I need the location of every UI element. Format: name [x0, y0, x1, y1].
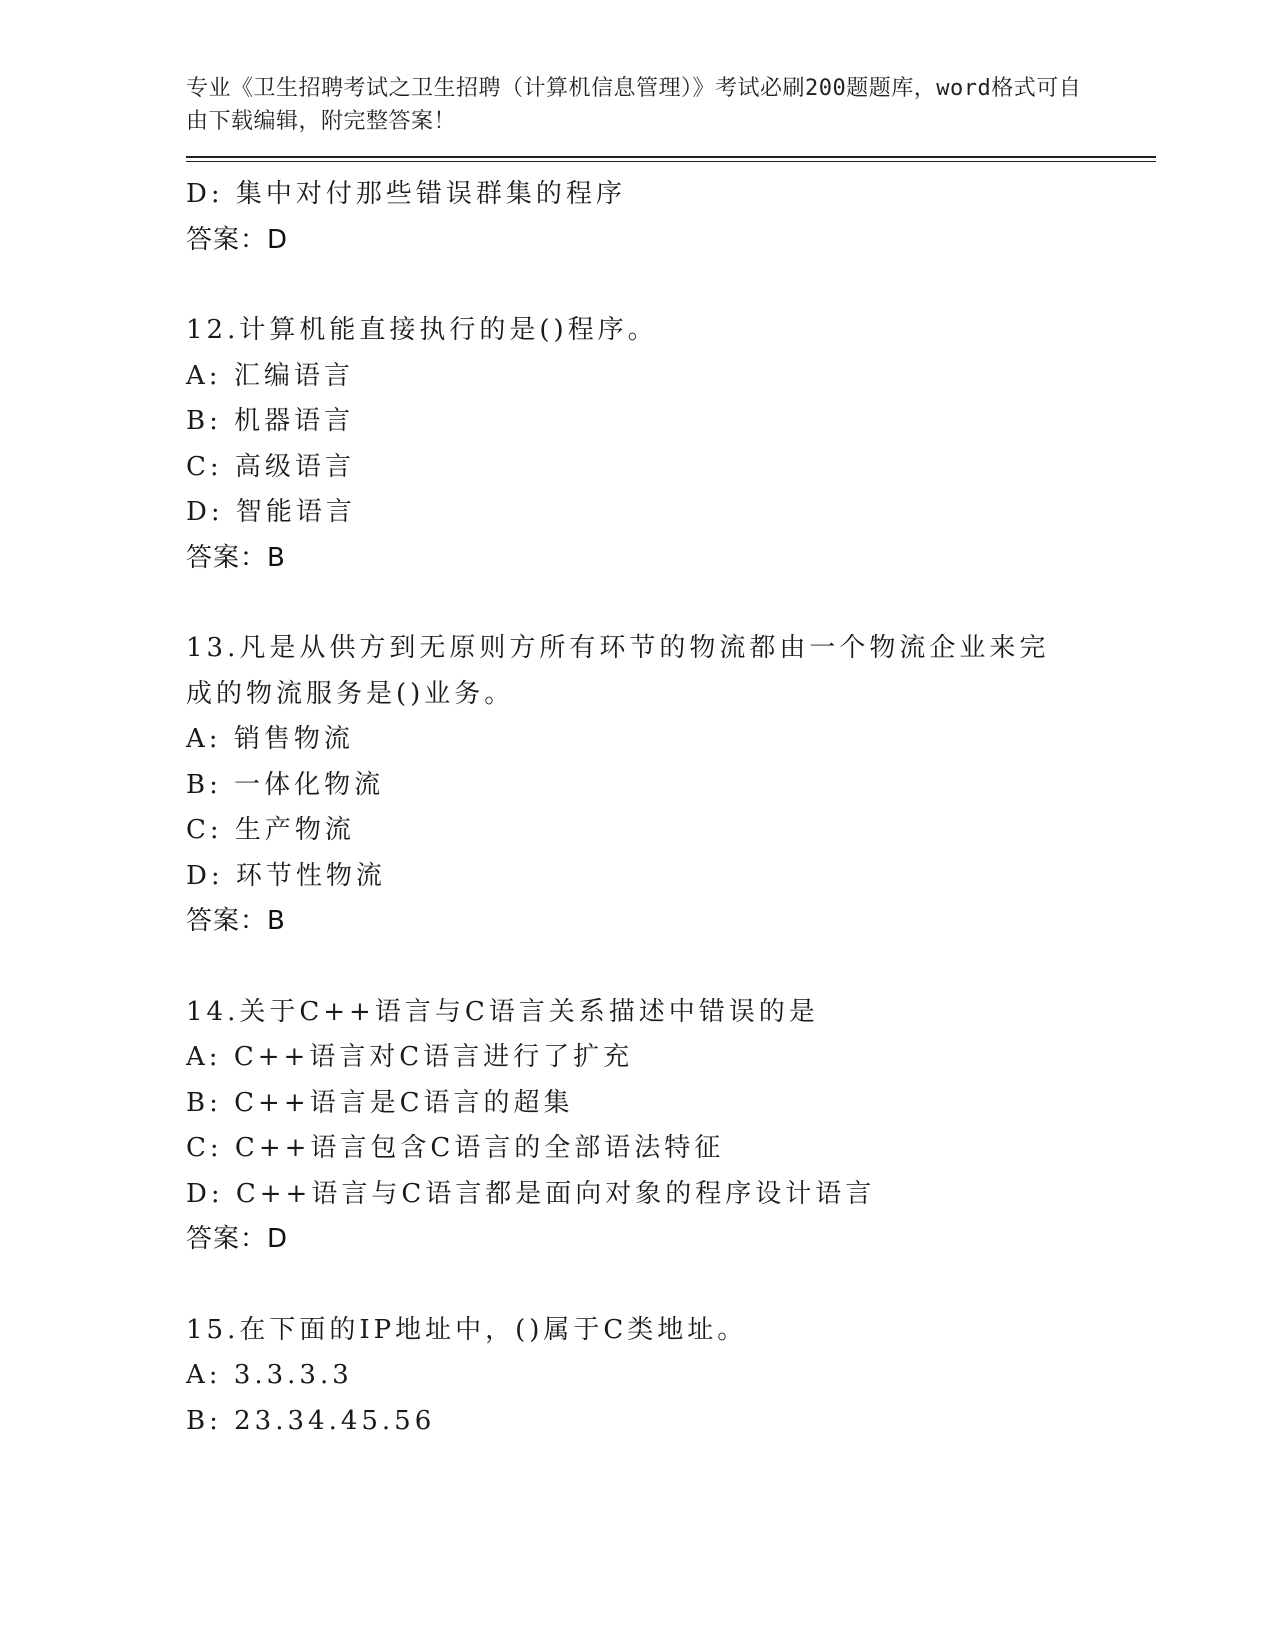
option-text: C++语言包含C语言的全部语法特征 [234, 1133, 725, 1163]
answer-line: 答案：D [186, 1224, 289, 1254]
option-c [186, 445, 1156, 491]
option-text: 集中对付那些错误群集的程序 [235, 179, 626, 209]
option-label: B: [186, 769, 222, 800]
option-b [186, 763, 1156, 809]
option-a [186, 354, 1156, 400]
question-stem: 12.计算机能直接执行的是()程序。 [186, 315, 658, 345]
document-header: 专业《卫生招聘考试之卫生招聘（计算机信息管理）》考试必刷200题题库，word格式可自由下载编辑，附完整答案！ [186, 76, 1082, 134]
option-text: 销售物流 [233, 724, 354, 754]
question-15 [186, 1308, 1156, 1445]
option-text: C++语言是C语言的超集 [234, 1087, 574, 1118]
answer-line: 答案：B [186, 542, 286, 573]
option-text: 高级语言 [234, 451, 355, 482]
option-text: 23.34.45.56 [234, 1405, 436, 1436]
option-text: C++语言与C语言都是面向对象的程序设计语言 [235, 1178, 876, 1209]
option-label: B: [186, 406, 222, 436]
question-12 [186, 308, 1156, 581]
option-label: A: [186, 724, 222, 754]
option-d [186, 172, 1156, 218]
option-label: D: [186, 860, 224, 891]
question-stem: 13.凡是从供方到无原则方所有环节的物流都由一个物流企业来完成的物流服务是()业务。 [186, 633, 1050, 709]
option-label: B: [186, 1405, 222, 1436]
question-14 [186, 990, 1156, 1263]
option-c [186, 1126, 1156, 1172]
option-text: 汇编语言 [233, 360, 354, 391]
option-a [186, 1035, 1156, 1081]
option-text: 一体化物流 [234, 769, 385, 800]
option-label: C: [186, 815, 223, 845]
question-list [186, 172, 1156, 1444]
option-label: B: [186, 1087, 222, 1118]
option-a [186, 717, 1156, 763]
option-label: D: [186, 1178, 224, 1209]
option-label: D: [186, 497, 224, 527]
option-label: C: [186, 1133, 223, 1163]
option-d [186, 490, 1156, 536]
question-13 [186, 626, 1156, 945]
option-label: A: [186, 1042, 222, 1072]
option-text: 生产物流 [234, 815, 355, 845]
option-d [186, 1172, 1156, 1218]
header-divider [186, 156, 1156, 162]
question-stem: 14.关于C++语言与C语言关系描述中错误的是 [186, 996, 819, 1027]
option-label: C: [186, 451, 223, 482]
option-b [186, 399, 1156, 445]
option-d [186, 854, 1156, 900]
answer-line: 答案：B [186, 906, 286, 936]
option-label: A: [186, 1360, 222, 1390]
answer-line: 答案：D [186, 224, 289, 255]
option-b [186, 1081, 1156, 1127]
option-text: 环节性物流 [235, 860, 386, 891]
option-b [186, 1399, 1156, 1445]
option-text: C++语言对C语言进行了扩充 [233, 1042, 634, 1072]
option-c [186, 808, 1156, 854]
option-text: 智能语言 [235, 497, 356, 527]
question-stem: 15.在下面的IP地址中，()属于C类地址。 [186, 1314, 748, 1345]
option-text: 机器语言 [234, 406, 355, 436]
option-text: 3.3.3.3 [233, 1360, 353, 1390]
document-page [186, 72, 1156, 1444]
option-label: D: [186, 179, 224, 209]
option-a [186, 1353, 1156, 1399]
option-label: A: [186, 360, 222, 391]
